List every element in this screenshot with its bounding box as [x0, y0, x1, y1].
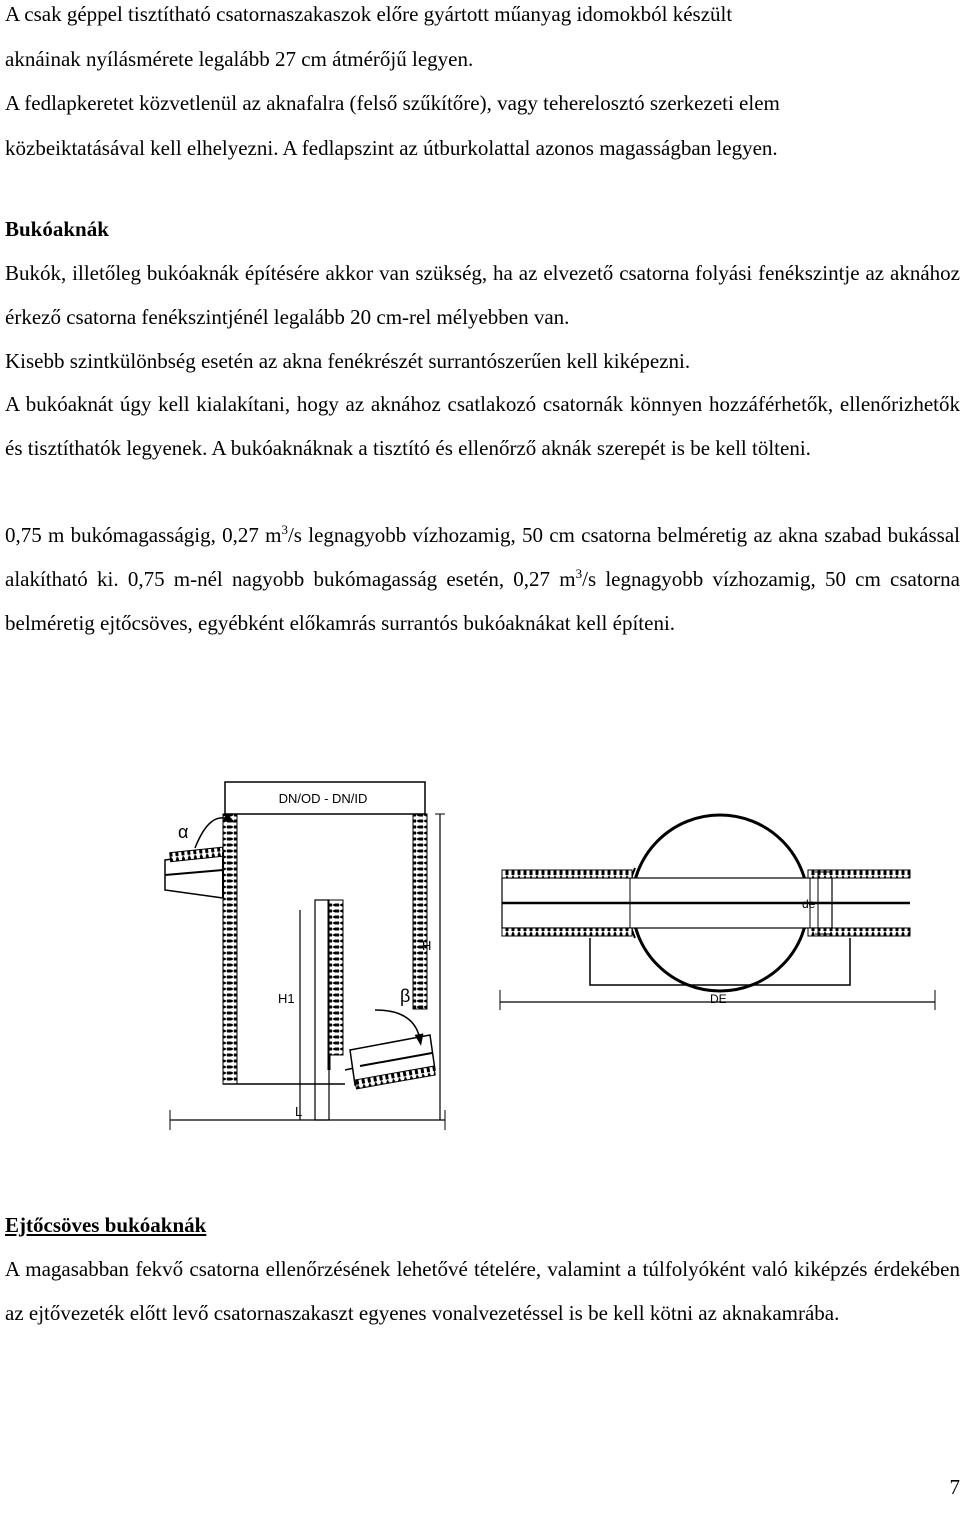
- paragraph-bukok: [5, 251, 960, 383]
- paragraph-text: 0,75 m bukómagasságig, 0,27 m: [5, 523, 282, 547]
- intro-line: A fedlapkeretet közvetlenül az aknafalra (felső szűkítőre), vagy teherelosztó szerkezeti elem: [5, 91, 780, 115]
- section-heading-bukoaknak: Bukóaknák: [5, 217, 109, 241]
- label-L: L: [295, 1104, 303, 1119]
- section-heading-ejtocsoves: Ejtőcsöves bukóaknák: [5, 1213, 207, 1237]
- label-H: H: [422, 938, 432, 953]
- label-dn: DN/OD - DN/ID: [278, 791, 368, 806]
- paragraph-text: Kisebb szintkülönbség esetén az akna fenékrészét surrantószerűen kell kiképezni.: [5, 349, 691, 373]
- label-alpha: α: [178, 822, 189, 842]
- paragraph-text: /s legnagyobb vízhozamig, 50 cm csatorna belméretig az akna szabad bukással alakítható ki. 0,75 m-nél nagyobb bukómagasság esetén, 0,27 m: [5, 523, 960, 591]
- label-H1: H1: [278, 991, 295, 1006]
- superscript: 3: [575, 566, 583, 581]
- paragraph-ejtocsoves: A magasabban fekvő csatorna ellenőrzésének lehetővé tételére, valamint a túlfolyóként való kiképzés érdekében az ejtővezeték előtt levő csatornaszakaszt egyenes vonalvezetéssel is be kell kötni az aknakamrába.: [5, 1257, 960, 1325]
- paragraph-bukomagassag: [5, 513, 960, 645]
- paragraph-bukoakna-kialakitas: A bukóaknát úgy kell kialakítani, hogy az aknához csatlakozó csatornák könnyen hozzáférhetők, ellenőrizhetők és tisztíthatók legyenek. A bukóaknáknak a tisztító és ellenőrző aknák szerepét is be kell tölteni.: [5, 392, 960, 460]
- label-beta: β: [400, 986, 411, 1006]
- paragraph-text: Bukók, illetőleg bukóaknák építésére akkor van szükség, ha az elvezető csatorna folyási fenékszintje az aknához érkező csatorna fenékszintjénél legalább 20 cm-rel mélyebben van.: [5, 261, 960, 329]
- bukoakna-technical-drawing: [150, 770, 960, 1140]
- intro-line: aknáinak nyílásmérete legalább 27 cm átmérőjű legyen.: [5, 46, 474, 71]
- label-DE: DE: [710, 992, 727, 1006]
- superscript: 3: [281, 522, 288, 537]
- side-section-view: [165, 782, 445, 1130]
- paragraph-text: /s legnagyobb vízhozamig, 50 cm csatorna belméretig ejtőcsöves, egyébként előkamrás surrantós bukóaknákat kell építeni.: [5, 567, 960, 635]
- label-de: de: [802, 897, 816, 911]
- plan-view: [500, 815, 935, 1010]
- page-number: 7: [949, 1475, 960, 1499]
- intro-line: közbeiktatásával kell elhelyezni. A fedlapszint az útburkolattal azonos magasságban legyen.: [5, 135, 778, 160]
- intro-line: A csak géppel tisztítható csatornaszakaszok előre gyártott műanyag idomokból készült: [5, 2, 733, 26]
- intro-paragraph: [5, 0, 960, 170]
